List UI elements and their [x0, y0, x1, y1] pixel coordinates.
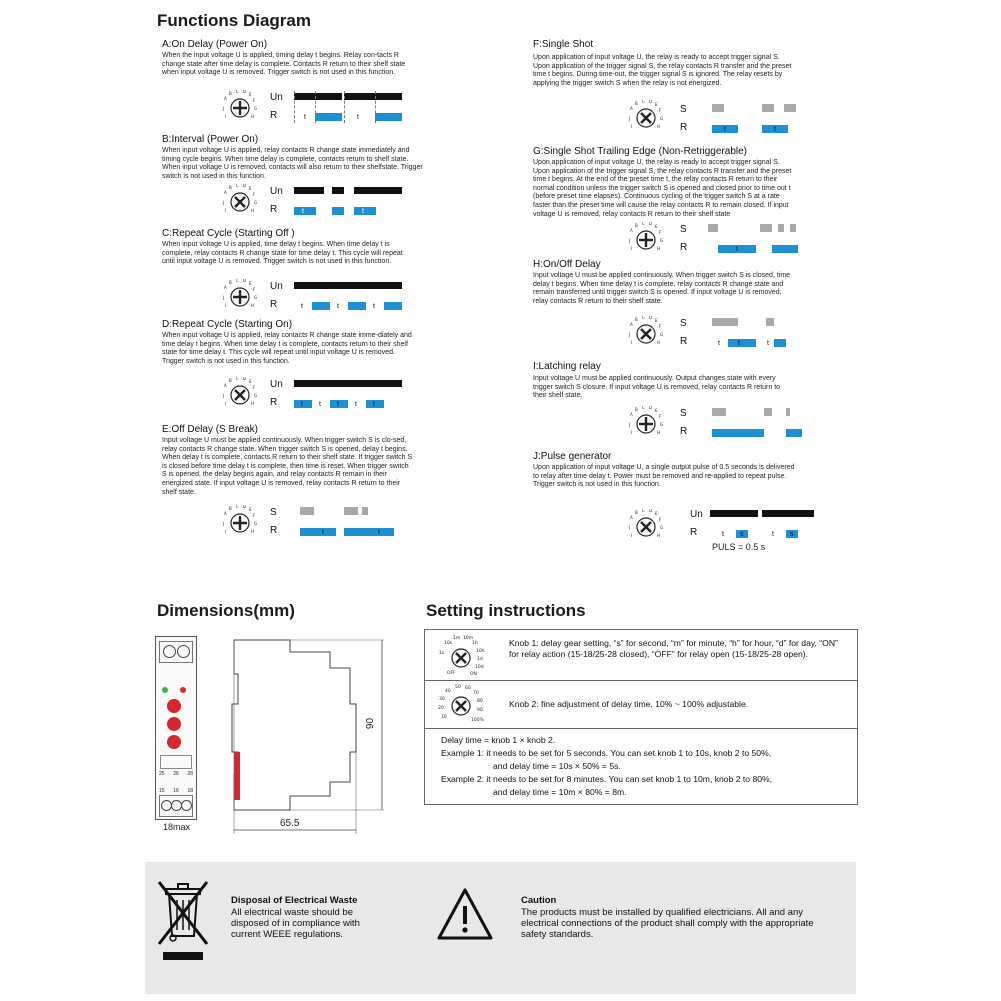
svg-text:J: J — [223, 295, 225, 300]
signal-r-label: R — [270, 397, 278, 408]
signal-r-label: R — [270, 525, 278, 536]
signal-un-label: Un — [270, 92, 283, 103]
waste-title: Disposal of Electrical Waste — [231, 895, 358, 906]
signal-un-label: Un — [690, 509, 703, 520]
relay-bar — [786, 429, 802, 437]
svg-text:A: A — [630, 228, 633, 233]
time-label: t — [722, 531, 724, 538]
time-label: t — [718, 340, 720, 347]
svg-text:I: I — [225, 208, 227, 213]
switch-bar — [786, 408, 790, 416]
svg-text:C: C — [642, 316, 645, 320]
relay-bar — [332, 207, 344, 215]
knob1-row — [425, 630, 857, 681]
function-h-title: H:On/Off Delay — [533, 259, 601, 270]
screw-icon — [163, 645, 176, 658]
terminal-labels-bot: 15 16 18 — [159, 788, 193, 794]
time-label: t — [337, 303, 339, 310]
svg-text:C: C — [236, 184, 239, 188]
signal-un-label: Un — [270, 186, 283, 197]
svg-text:B: B — [229, 378, 232, 383]
screw-icon — [177, 645, 190, 658]
svg-text:OFF: OFF — [447, 671, 456, 676]
svg-text:J: J — [629, 116, 631, 121]
svg-text:A: A — [630, 106, 633, 111]
mode-knob-icon — [222, 184, 258, 220]
svg-text:D: D — [243, 184, 247, 188]
svg-text:C: C — [642, 509, 645, 513]
relay-bar — [294, 400, 312, 408]
signal-r-label: R — [680, 242, 688, 253]
function-g-text: Upon application of input voltage U, the relay is ready to accept trigger signal S. Upon application of the trigger signal S, the relay contacts R transfer and the preset time t begins. At the end of the preset time t, the relay contacts R return to their normal condition unless the trigger switch S is opened and closed prior to time out t (before preset time elapses). Continuous cycling of the trigger switch S at a rate faster than the preset time will cause the relay contacts R to remain closed. If input voltage U is removed, relay contacts R return to their shelf state — [533, 159, 792, 218]
function-h-text: Input voltage U must be applied continuously. When trigger switch S is closed, time delay t begins. When time delay t is complete, relay contacts R change state and remain transferred until trigger switch S is opened. If input voltage U is removed, relay contacts R return to their shelf state. — [533, 272, 791, 305]
signal-r-label: R — [680, 426, 688, 437]
svg-text:1s: 1s — [439, 651, 445, 656]
svg-text:A: A — [224, 511, 227, 516]
svg-text:I: I — [225, 401, 227, 406]
svg-text:H: H — [657, 124, 661, 129]
time-label: t — [319, 401, 321, 408]
time-label: t — [301, 401, 303, 408]
relay-led-icon — [180, 687, 186, 693]
function-e-text: Input voltage U must be applied continuously. When trigger switch S is clo-sed, relay contacts R change state. When trigger switch S is opened, delay t begins. When delay t is complete, contacts R return to their shelf state. If trigger switch S is closed before time delay t is complete, then time is reset. When trigger switch S is opened, the delay begins again, and relay contacts R remain in their energized state. If input voltage U is removed, relay contacts R return to their shelf state. — [162, 437, 413, 496]
svg-text:A: A — [630, 412, 633, 417]
power-bar — [294, 93, 342, 100]
power-bar — [762, 510, 814, 517]
dimensions-title: Dimensions(mm) — [157, 601, 295, 620]
function-j-text: Upon application of input voltage U, a single output pulse of 0.5 seconds is delivered to relay after time delay t. Power must be removed and re-applied to repeat pulse. Trigger switch is not used in this function. — [533, 464, 795, 489]
svg-text:ON: ON — [470, 672, 477, 676]
svg-text:1h: 1h — [472, 641, 478, 646]
relay-bar — [315, 113, 342, 121]
switch-bar — [708, 224, 718, 232]
height-dimension-label: 90 — [365, 717, 377, 730]
time-label: t — [738, 340, 740, 347]
svg-text:J: J — [629, 422, 631, 427]
svg-text:I: I — [225, 303, 227, 308]
svg-text:F: F — [659, 324, 662, 329]
knob1-description: Knob 1: delay gear setting, “s” for second, “m” for minute, “h” for hour, “d” for day, “ON” for relay action (15-18/25-28 closed), “OFF” for relay open (15-18/25-28 open). — [509, 638, 838, 659]
function-d-text: When input voltage U is applied, relay contacts R change state imme-diately and time delay t begins. When time delay t is complete, contacts return to their shelf state for time delay t. This cycle will repeat until input voltage U is removed. Trigger switch is not used in this function. — [162, 332, 412, 365]
mode-knob-icon — [222, 279, 258, 315]
page-title: Functions Diagram — [157, 11, 311, 30]
example-1-line-2: and delay time = 10s × 50% = 5s. — [493, 761, 621, 771]
function-d-title: D:Repeat Cycle (Starting On) — [162, 319, 293, 330]
svg-text:E: E — [655, 408, 658, 413]
svg-text:10h: 10h — [476, 649, 485, 654]
svg-text:10s: 10s — [444, 641, 453, 646]
time-label: t — [774, 126, 776, 133]
svg-text:B: B — [635, 223, 638, 228]
switch-bar — [712, 104, 724, 112]
svg-text:A: A — [630, 515, 633, 520]
relay-bar — [772, 245, 798, 253]
svg-text:G: G — [254, 521, 258, 526]
delay-formula: Delay time = knob 1 × knob 2. — [441, 735, 556, 745]
svg-text:F: F — [253, 192, 256, 197]
svg-text:60: 60 — [465, 686, 471, 691]
pulse-mark: s — [740, 531, 744, 538]
svg-text:G: G — [254, 106, 258, 111]
svg-text:F: F — [659, 108, 662, 113]
depth-dimension-label: 65.5 — [280, 818, 300, 829]
example-2-line-2: and delay time = 10m × 80% = 8m. — [493, 787, 627, 797]
svg-text:F: F — [253, 98, 256, 103]
svg-text:D: D — [243, 279, 247, 283]
svg-text:C: C — [642, 222, 645, 226]
relay-bar — [366, 400, 384, 408]
signal-r-label: R — [680, 336, 688, 347]
relay-bar — [300, 528, 336, 536]
terminal-block-top — [159, 641, 193, 663]
example-1-line-1: Example 1: it needs to be set for 5 seconds. You can set knob 1 to 10s, knob 2 to 50%, — [441, 748, 772, 758]
time-label: t — [304, 114, 306, 121]
svg-text:I: I — [631, 246, 633, 251]
footer-panel — [145, 862, 856, 994]
svg-text:I: I — [631, 340, 633, 345]
mode-knob-icon — [628, 316, 664, 352]
caution-title: Caution — [521, 895, 557, 906]
svg-text:G: G — [660, 525, 664, 530]
svg-text:H: H — [251, 401, 255, 406]
svg-text:B: B — [229, 280, 232, 285]
device-side-view — [222, 634, 392, 844]
switch-bar — [712, 318, 738, 326]
svg-text:C: C — [642, 100, 645, 104]
function-b-diagram — [222, 182, 412, 222]
power-bar — [344, 93, 402, 100]
relay-bar — [774, 339, 786, 347]
time-label: t — [355, 401, 357, 408]
svg-text:I: I — [225, 114, 227, 119]
relay-bar — [348, 302, 366, 310]
power-bar — [294, 282, 402, 289]
svg-text:C: C — [236, 377, 239, 381]
svg-text:70: 70 — [473, 691, 479, 696]
svg-text:G: G — [254, 393, 258, 398]
svg-text:40: 40 — [445, 689, 451, 694]
svg-text:F: F — [253, 385, 256, 390]
time-label: t — [373, 303, 375, 310]
svg-text:D: D — [243, 377, 247, 381]
time-label: t — [362, 208, 364, 215]
switch-bar — [300, 507, 314, 515]
time-label: t — [373, 401, 375, 408]
svg-text:100%: 100% — [471, 718, 484, 723]
svg-text:D: D — [649, 316, 653, 320]
svg-text:H: H — [251, 114, 255, 119]
svg-text:E: E — [655, 318, 658, 323]
function-a-text: When the input voltage U is applied, timing delay t begins. Relay con-tacts R change state after time delay is complete. Contacts R return to their shelf state when input voltage U is removed. Trigger switch is not used in this function. — [162, 52, 406, 77]
example-2-line-1: Example 2: it needs to be set for 8 minutes. You can set knob 1 to 10m, knob 2 to 80%, — [441, 774, 773, 784]
time-label: t — [767, 340, 769, 347]
switch-bar — [762, 104, 774, 112]
svg-text:20: 20 — [438, 706, 444, 711]
function-c-text: When input voltage U is applied, time delay t begins. When time delay t is complete, relay contacts R change state for time delay t. This cycle will repeat until input voltage U is removed. Trigger switch is not used in this function. — [162, 241, 403, 266]
function-c-diagram — [222, 277, 412, 317]
relay-bar — [728, 339, 756, 347]
mode-knob-icon — [628, 509, 664, 545]
svg-text:J: J — [223, 106, 225, 111]
svg-text:1m: 1m — [453, 636, 461, 641]
svg-text:G: G — [254, 295, 258, 300]
mode-knob-icon — [628, 100, 664, 136]
knob2-description: Knob 2: fine adjustment of delay time, 10% ~ 100% adjustable. — [509, 699, 749, 709]
setting-title: Setting instructions — [426, 601, 586, 620]
terminal-block-bottom — [159, 795, 193, 817]
svg-text:10: 10 — [441, 715, 447, 720]
svg-text:C: C — [236, 505, 239, 509]
terminal-labels-mid: 25 26 28 — [159, 771, 193, 777]
signal-r-label: R — [690, 527, 698, 538]
svg-text:A: A — [224, 383, 227, 388]
svg-text:H: H — [251, 208, 255, 213]
svg-text:J: J — [629, 525, 631, 530]
power-led-icon — [162, 687, 168, 693]
function-f-diagram — [628, 98, 808, 138]
svg-text:H: H — [657, 430, 661, 435]
power-bar — [294, 187, 324, 194]
time-label: t — [357, 114, 359, 121]
svg-text:E: E — [249, 281, 252, 286]
setting-box — [424, 629, 858, 805]
svg-text:E: E — [655, 224, 658, 229]
svg-text:I: I — [631, 533, 633, 538]
label-plate — [160, 755, 192, 769]
function-f-text: Upon application of input voltage U, the relay is ready to accept trigger signal S. Upon application of the trigger signal S, the relay contacts R transfer and the preset time t begins. During time-out, the trigger signal S is ignored. The relay resets by applying the trigger switch S when the relay is not energized. — [533, 54, 792, 87]
svg-text:80: 80 — [477, 699, 483, 704]
function-j-diagram — [628, 505, 818, 557]
knob2-row — [425, 681, 857, 729]
function-c-title: C:Repeat Cycle (Starting Off ) — [162, 228, 295, 239]
switch-bar — [344, 507, 358, 515]
weee-bin-icon — [157, 880, 209, 964]
relay-bar — [375, 113, 402, 121]
svg-text:H: H — [251, 529, 255, 534]
svg-text:E: E — [249, 92, 252, 97]
power-bar — [294, 380, 402, 387]
mode-knob-icon — [222, 90, 258, 126]
signal-s-label: S — [270, 507, 277, 518]
svg-text:10m: 10m — [463, 636, 474, 641]
svg-text:I: I — [631, 124, 633, 129]
svg-text:G: G — [660, 238, 664, 243]
width-dimension-label: 18max — [163, 822, 191, 832]
screw-icon — [181, 800, 192, 811]
mode-knob-icon — [222, 505, 258, 541]
svg-text:B: B — [229, 506, 232, 511]
time-label: t — [378, 529, 380, 536]
signal-r-label: R — [270, 299, 278, 310]
waste-text: All electrical waste should be disposed of in compliance with current WEEE regulations. — [231, 907, 360, 940]
svg-text:J: J — [629, 332, 631, 337]
svg-text:J: J — [629, 238, 631, 243]
switch-bar — [362, 507, 368, 515]
svg-text:C: C — [236, 279, 239, 283]
svg-text:H: H — [657, 533, 661, 538]
svg-text:C: C — [236, 90, 239, 94]
switch-bar — [712, 408, 726, 416]
function-a-diagram — [222, 88, 412, 128]
pulse-label: PULS = 0.5 s — [712, 542, 766, 552]
switch-bar — [764, 408, 772, 416]
svg-text:90: 90 — [477, 708, 483, 713]
signal-r-label: R — [270, 204, 278, 215]
signal-s-label: S — [680, 224, 687, 235]
fine-adjust-knob-icon — [435, 684, 487, 726]
switch-bar — [766, 318, 774, 326]
relay-bar — [712, 429, 764, 437]
svg-text:F: F — [659, 230, 662, 235]
svg-text:F: F — [253, 513, 256, 518]
switch-bar — [784, 104, 796, 112]
svg-text:D: D — [243, 505, 247, 509]
svg-text:A: A — [630, 322, 633, 327]
svg-text:10d: 10d — [475, 665, 484, 670]
svg-text:A: A — [224, 190, 227, 195]
function-j-title: J:Pulse generator — [533, 451, 612, 462]
pulse-mark: s — [790, 531, 794, 538]
function-e-title: E:Off Delay (S Break) — [162, 424, 258, 435]
fine-dial-icon — [167, 735, 181, 749]
signal-un-label: Un — [270, 379, 283, 390]
time-label: t — [736, 246, 738, 253]
svg-text:J: J — [223, 521, 225, 526]
svg-text:C: C — [642, 406, 645, 410]
relay-bar — [384, 302, 402, 310]
svg-text:J: J — [223, 200, 225, 205]
svg-text:G: G — [660, 422, 664, 427]
function-i-title: I:Latching relay — [533, 361, 601, 372]
power-bar — [354, 187, 402, 194]
signal-s-label: S — [680, 104, 687, 115]
caution-text: The products must be installed by qualified electricians. All and any electrical connections of the product shall comply with the appropriate safety standards. — [521, 907, 814, 940]
warning-triangle-icon — [435, 886, 495, 942]
function-d-diagram — [222, 375, 412, 415]
svg-text:B: B — [229, 91, 232, 96]
svg-text:B: B — [635, 317, 638, 322]
svg-text:E: E — [249, 507, 252, 512]
function-i-diagram — [628, 404, 808, 444]
svg-text:H: H — [657, 246, 661, 251]
svg-text:F: F — [659, 414, 662, 419]
svg-text:B: B — [635, 407, 638, 412]
power-bar — [332, 187, 344, 194]
svg-text:J: J — [223, 393, 225, 398]
signal-s-label: S — [680, 318, 687, 329]
switch-bar — [790, 224, 796, 232]
function-b-title: B:Interval (Power On) — [162, 134, 259, 145]
relay-bar — [294, 207, 316, 215]
signal-s-label: S — [680, 408, 687, 419]
function-a-title: A:On Delay (Power On) — [162, 39, 268, 50]
svg-text:50: 50 — [455, 685, 461, 690]
relay-bar — [330, 400, 348, 408]
function-g-title: G:Single Shot Trailing Edge (Non-Retriggerable) — [533, 146, 747, 157]
time-label: t — [772, 531, 774, 538]
svg-text:30: 30 — [439, 697, 445, 702]
function-f-title: F:Single Shot — [533, 39, 594, 50]
svg-text:B: B — [635, 510, 638, 515]
mode-knob-icon — [628, 406, 664, 442]
svg-text:E: E — [249, 379, 252, 384]
svg-text:I: I — [631, 430, 633, 435]
svg-text:D: D — [243, 90, 247, 94]
time-label: t — [322, 529, 324, 536]
svg-text:E: E — [655, 511, 658, 516]
svg-text:A: A — [224, 285, 227, 290]
signal-un-label: Un — [270, 281, 283, 292]
svg-text:E: E — [249, 186, 252, 191]
relay-bar — [354, 207, 376, 215]
function-h-diagram — [628, 314, 808, 354]
signal-r-label: R — [270, 110, 278, 121]
time-range-knob-icon — [435, 634, 487, 676]
function-g-diagram — [628, 220, 808, 260]
svg-text:D: D — [649, 222, 653, 226]
svg-text:A: A — [224, 96, 227, 101]
mode-knob-icon — [628, 222, 664, 258]
svg-text:B: B — [635, 101, 638, 106]
svg-text:D: D — [649, 509, 653, 513]
relay-bar — [312, 302, 330, 310]
svg-text:H: H — [657, 340, 661, 345]
svg-text:H: H — [251, 303, 255, 308]
function-dial-icon — [167, 699, 181, 713]
function-b-text: When input voltage U is applied, relay contacts R change state immediately and timing cycle begins. When time delay is complete, contacts return to shelf state. When input voltage U is removed, contacts will also return to their shelfstate. Trigger switch is not used in this function. — [162, 147, 423, 180]
svg-text:E: E — [655, 102, 658, 107]
svg-text:D: D — [649, 406, 653, 410]
svg-text:G: G — [254, 200, 258, 205]
time-label: t — [301, 303, 303, 310]
mode-knob-icon — [222, 377, 258, 413]
svg-text:F: F — [253, 287, 256, 292]
function-e-diagram — [222, 503, 412, 543]
svg-text:B: B — [229, 185, 232, 190]
power-bar — [710, 510, 758, 517]
signal-r-label: R — [680, 122, 688, 133]
svg-text:D: D — [649, 100, 653, 104]
device-front-view — [155, 636, 197, 820]
time-label: t — [337, 401, 339, 408]
switch-bar — [760, 224, 772, 232]
switch-bar — [778, 224, 784, 232]
time-label: t — [724, 126, 726, 133]
function-i-text: Input voltage U must be applied continuously. Output changes state with every trigger switch S closure. If input voltage U is removed, relay contacts R return to their shelf state. — [533, 375, 781, 400]
range-dial-icon — [167, 717, 181, 731]
svg-text:G: G — [660, 332, 664, 337]
svg-text:G: G — [660, 116, 664, 121]
svg-text:1d: 1d — [477, 657, 483, 662]
time-label: t — [302, 208, 304, 215]
svg-text:I: I — [225, 529, 227, 534]
svg-text:F: F — [659, 517, 662, 522]
relay-bar — [344, 528, 394, 536]
